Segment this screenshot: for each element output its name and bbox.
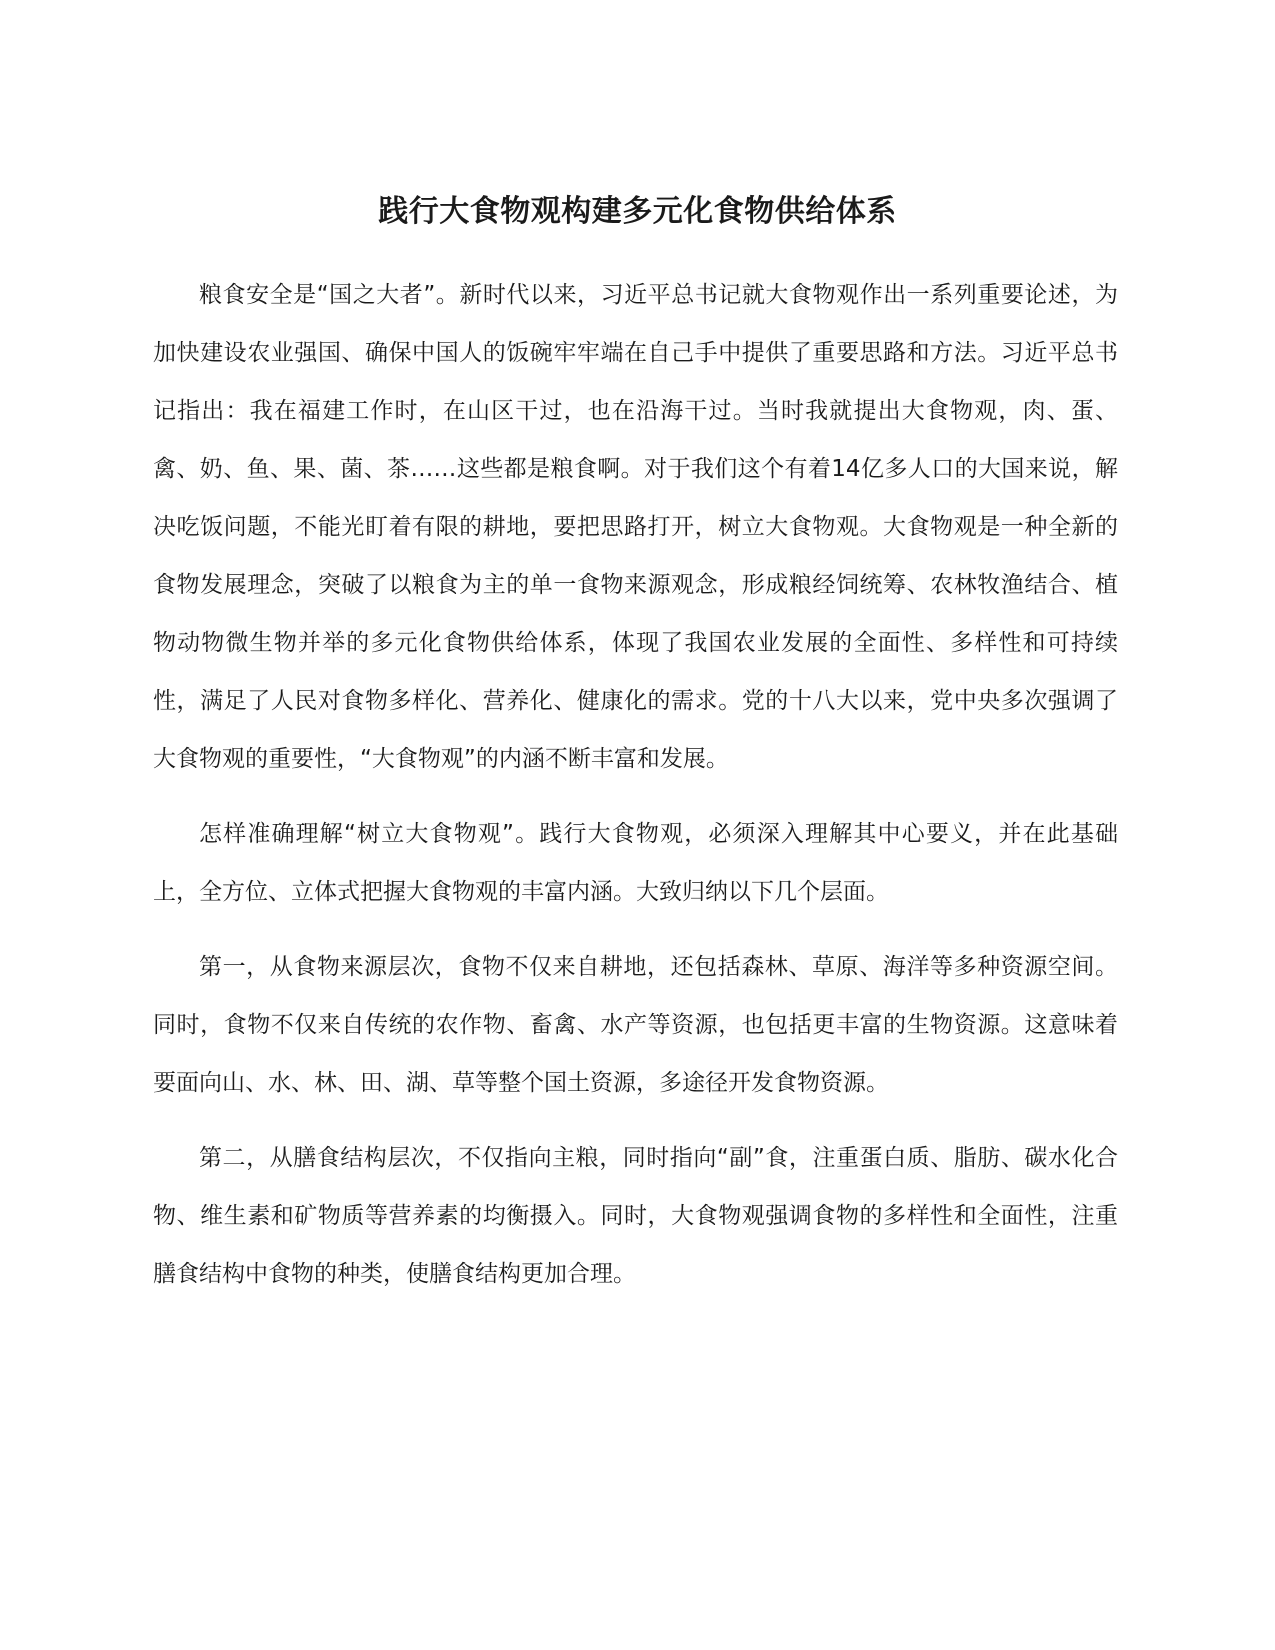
document-body bbox=[153, 266, 1118, 1320]
paragraph: 粮食安全是“国之大者”。新时代以来，习近平总书记就大食物观作出一系列重要论述，为加快建设农业强国、确保中国人的饭碗牢牢端在自己手中提供了重要思路和方法。习近平总书记指出：我在福建工作时，在山区干过，也在沿海干过。当时我就提出大食物观，肉、蛋、禽、奶、鱼、果、菌、茶……这些都是粮食啊。对于我们这个有着14亿多人口的大国来说，解决吃饭问题，不能光盯着有限的耕地，要把思路打开，树立大食物观。大食物观是一种全新的食物发展理念，突破了以粮食为主的单一食物来源观念，形成粮经饲统筹、农林牧渔结合、植物动物微生物并举的多元化食物供给体系，体现了我国农业发展的全面性、多样性和可持续性，满足了人民对食物多样化、营养化、健康化的需求。党的十八大以来，党中央多次强调了大食物观的重要性，“大食物观”的内涵不断丰富和发展。 bbox=[153, 282, 1118, 772]
paragraph: 第二，从膳食结构层次，不仅指向主粮，同时指向“副”食，注重蛋白质、脂肪、碳水化合物、维生素和矿物质等营养素的均衡摄入。同时，大食物观强调食物的多样性和全面性，注重膳食结构中食物的种类，使膳食结构更加合理。 bbox=[153, 1145, 1118, 1287]
document-title: 践行大食物观构建多元化食物供给体系 bbox=[378, 194, 897, 229]
paragraph: 怎样准确理解“树立大食物观”。践行大食物观，必须深入理解其中心要义，并在此基础上，全方位、立体式把握大食物观的丰富内涵。大致归纳以下几个层面。 bbox=[153, 821, 1118, 905]
paragraph: 第一，从食物来源层次，食物不仅来自耕地，还包括森林、草原、海洋等多种资源空间。同时，食物不仅来自传统的农作物、畜禽、水产等资源，也包括更丰富的生物资源。这意味着要面向山、水、林、田、湖、草等整个国土资源，多途径开发食物资源。 bbox=[153, 954, 1118, 1096]
